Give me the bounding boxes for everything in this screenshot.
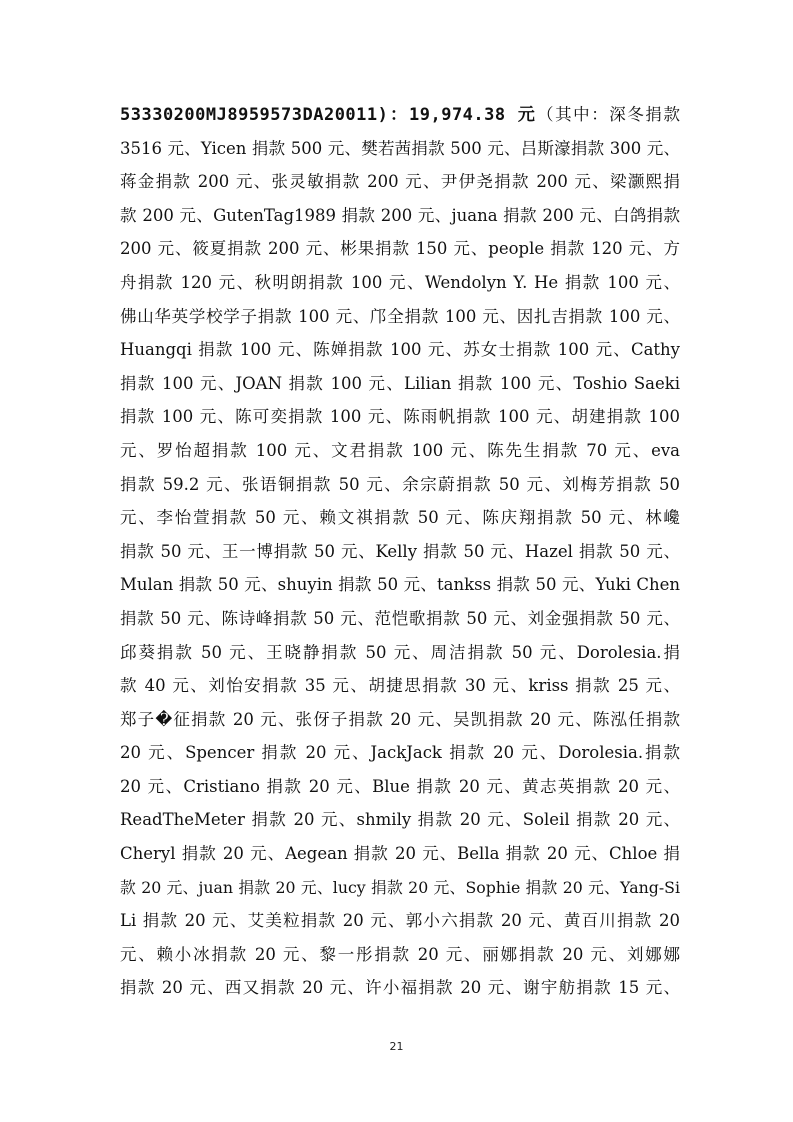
paragraph-line: ReadTheMeter 捐款 20 元、shmily 捐款 20 元、Soleil 捐款 20 元、 [120, 810, 680, 830]
paragraph-text: （其中：深冬捐款 [537, 105, 680, 124]
total-amount-text: 53330200MJ8959573DA20011)：19,974.38 元 [120, 105, 537, 125]
paragraph-line: 元、罗怡超捐款 100 元、文君捐款 100 元、陈先生捐款 70 元、eva [120, 440, 680, 460]
donation-list-paragraph [120, 98, 680, 1005]
paragraph-line: 捐款 100 元、陈可奕捐款 100 元、陈雨帆捐款 100 元、胡建捐款 100 [120, 407, 680, 427]
paragraph-line: 3516 元、Yicen 捐款 500 元、樊若茜捐款 500 元、吕斯濠捐款 300 元、 [120, 138, 680, 158]
paragraph-line: 捐款 100 元、JOAN 捐款 100 元、Lilian 捐款 100 元、Toshio Saeki [120, 373, 680, 393]
paragraph-line: 郑子�征捐款 20 元、张伢子捐款 20 元、吴凯捐款 20 元、陈泓任捐款 [120, 709, 680, 729]
paragraph-line: Cheryl 捐款 20 元、Aegean 捐款 20 元、Bella 捐款 20 元、Chloe 捐 [120, 844, 680, 864]
paragraph-line: 捐款 20 元、西又捐款 20 元、许小福捐款 20 元、谢宇舫捐款 15 元、 [120, 978, 680, 998]
paragraph-line: 元、李怡萱捐款 50 元、赖文祺捐款 50 元、陈庆翔捐款 50 元、林巉 [120, 508, 680, 528]
paragraph-line: 元、赖小冰捐款 20 元、黎一彤捐款 20 元、丽娜捐款 20 元、刘娜娜 [120, 944, 680, 964]
paragraph-line: Mulan 捐款 50 元、shuyin 捐款 50 元、tankss 捐款 50 元、Yuki Chen [120, 575, 680, 595]
paragraph-line: 佛山华英学校学子捐款 100 元、邝全捐款 100 元、因扎吉捐款 100 元、 [120, 306, 680, 326]
paragraph-line: Li 捐款 20 元、艾美粒捐款 20 元、郭小六捐款 20 元、黄百川捐款 20 [120, 911, 680, 931]
paragraph-line: 200 元、筱夏捐款 200 元、彬果捐款 150 元、people 捐款 120 元、方 [120, 239, 680, 259]
paragraph-line: 捐款 50 元、陈诗峰捐款 50 元、范恺歌捐款 50 元、刘金强捐款 50 元、 [120, 608, 680, 628]
paragraph-line: 款 20 元、juan 捐款 20 元、lucy 捐款 20 元、Sophie 捐款 20 元、Yang-Si [120, 877, 680, 897]
paragraph-line [120, 98, 680, 132]
paragraph-line: 款 200 元、GutenTag1989 捐款 200 元、juana 捐款 200 元、白鸽捐款 [120, 205, 680, 225]
paragraph-line: 舟捐款 120 元、秋明朗捐款 100 元、Wendolyn Y. He 捐款 100 元、 [120, 272, 680, 292]
paragraph-line: 邱葵捐款 50 元、王晓静捐款 50 元、周洁捐款 50 元、Dorolesia.捐 [120, 642, 680, 662]
paragraph-line: 20 元、Cristiano 捐款 20 元、Blue 捐款 20 元、黄志英捐款 20 元、 [120, 776, 680, 796]
paragraph-line: 20 元、Spencer 捐款 20 元、JackJack 捐款 20 元、Dorolesia.捐款 [120, 743, 680, 763]
paragraph-line: 捐款 50 元、王一博捐款 50 元、Kelly 捐款 50 元、Hazel 捐款 50 元、 [120, 541, 680, 561]
paragraph-line: 捐款 59.2 元、张语铜捐款 50 元、余宗蔚捐款 50 元、刘梅芳捐款 50 [120, 474, 680, 494]
paragraph-line: Huangqi 捐款 100 元、陈婵捐款 100 元、苏女士捐款 100 元、Cathy [120, 340, 680, 360]
paragraph-line: 款 40 元、刘怡安捐款 35 元、胡捷思捐款 30 元、kriss 捐款 25 元、 [120, 676, 680, 696]
page-number: 21 [389, 1040, 404, 1053]
paragraph-line: 蒋金捐款 200 元、张灵敏捐款 200 元、尹伊尧捐款 200 元、梁灏熙捐 [120, 172, 680, 192]
